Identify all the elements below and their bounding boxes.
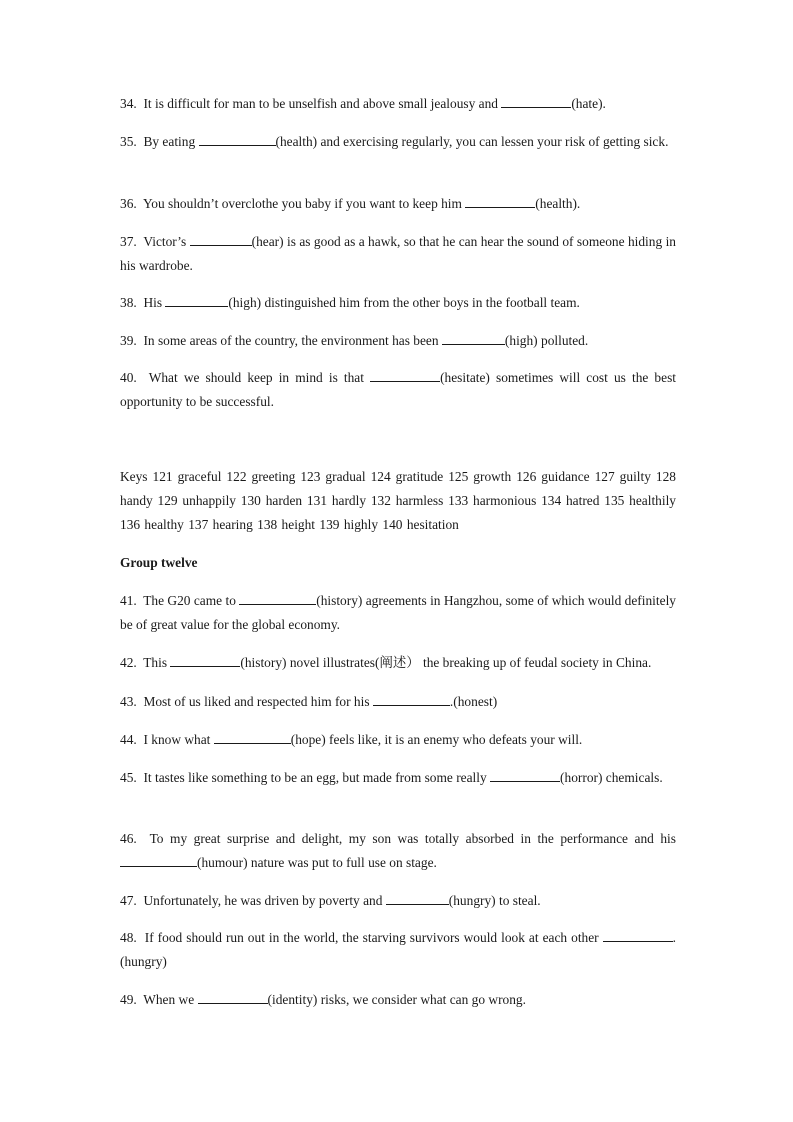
question-44 [120,728,676,752]
answer-blank[interactable] [170,652,240,667]
question-hint: (health) and exercising regularly, you can lessen your risk of getting sick. [275,134,669,149]
question-hint: (horror) chemicals. [560,770,663,785]
question-43 [120,690,676,714]
question-number: 47. [120,893,137,908]
question-number: 41. [120,593,137,608]
question-text: By eating [143,134,199,149]
answer-blank[interactable] [603,927,673,942]
question-text: You shouldn’t overclothe you baby if you want to keep him [142,196,466,211]
question-38 [120,291,676,315]
question-number: 46. [120,831,137,846]
question-48 [120,926,676,974]
answer-blank[interactable] [386,890,449,905]
question-hint: (high) polluted. [504,333,589,348]
question-hint: (hear) is as good as a hawk, so that he can hear the sound of someone hiding in his wardrobe. [120,234,676,273]
question-text: I know what [143,732,214,747]
question-45 [120,766,676,790]
answer-blank[interactable] [165,292,228,307]
answer-blank[interactable] [199,131,276,146]
question-text: To my great surprise and delight, my son was totally absorbed in the performance and his [149,831,676,846]
question-hint: .(hungry) [120,930,677,969]
question-42 [120,651,676,675]
question-number: 48. [120,930,137,945]
question-number: 45. [120,770,137,785]
answer-blank[interactable] [373,691,450,706]
question-text: Victor’s [143,234,190,249]
section-heading: Group twelve [120,555,198,570]
question-hint: (history) agreements in Hangzhou, some of which would definitely be of great value for the global economy. [120,593,676,632]
question-text: Most of us liked and respected him for his [143,694,373,709]
question-number: 37. [120,234,137,249]
question-hint: (hate). [571,96,606,111]
question-number: 38. [120,295,137,310]
answer-blank[interactable] [501,93,571,108]
question-hint: (hungry) to steal. [448,893,541,908]
question-40 [120,366,676,414]
question-hint: (humour) nature was put to full use on stage. [197,855,437,870]
question-number: 40. [120,370,137,385]
question-37 [120,230,676,278]
answer-blank[interactable] [198,989,268,1004]
question-text: His [143,295,166,310]
question-49 [120,988,676,1012]
question-text: The G20 came to [143,593,240,608]
question-text: It is difficult for man to be unselfish and above small jealousy and [143,96,502,111]
question-text: What we should keep in mind is that [148,370,371,385]
question-text: This [143,655,171,670]
question-number: 35. [120,134,137,149]
question-number: 42. [120,655,137,670]
question-hint: (health). [535,196,581,211]
answer-blank[interactable] [490,767,560,782]
question-39 [120,329,676,353]
answer-blank[interactable] [442,330,505,345]
question-text: When we [143,992,198,1007]
answer-blank[interactable] [120,852,197,867]
question-34 [120,92,676,116]
question-hint: (hesitate) sometimes will cost us the best opportunity to be successful. [120,370,676,409]
question-41 [120,589,676,637]
question-number: 36. [120,196,137,211]
question-hint: (history) novel illustrates(阐述） the breaking up of feudal society in China. [240,655,652,670]
question-number: 44. [120,732,137,747]
question-hint: .(honest) [449,694,498,709]
question-text: Unfortunately, he was driven by poverty and [143,893,386,908]
question-47 [120,889,676,913]
answer-blank[interactable] [239,590,316,605]
question-text: If food should run out in the world, the starving survivors would look at each other [144,930,603,945]
answer-blank[interactable] [465,193,535,208]
question-36 [120,192,676,216]
question-number: 34. [120,96,137,111]
question-35 [120,130,676,154]
question-hint: (identity) risks, we consider what can go wrong. [267,992,526,1007]
answer-keys: Keys 121 graceful 122 greeting 123 gradual 124 gratitude 125 growth 126 guidance 127 guilty 128 handy 129 unhappily 130 harden 131 hardly 132 harmless 133 harmonious 134 hatred 135 healthily 136 healthy 137 hearing 138 height 139 highly 140 hesitation [120,469,676,532]
answer-blank[interactable] [214,729,291,744]
question-number: 39. [120,333,137,348]
question-46 [120,827,676,875]
question-hint: (hope) feels like, it is an enemy who defeats your will. [290,732,583,747]
question-number: 43. [120,694,137,709]
question-number: 49. [120,992,137,1007]
question-hint: (high) distinguished him from the other boys in the football team. [228,295,580,310]
question-text: It tastes like something to be an egg, but made from some really [143,770,491,785]
answer-blank[interactable] [370,367,440,382]
question-text: In some areas of the country, the environment has been [143,333,442,348]
answer-blank[interactable] [190,231,252,246]
